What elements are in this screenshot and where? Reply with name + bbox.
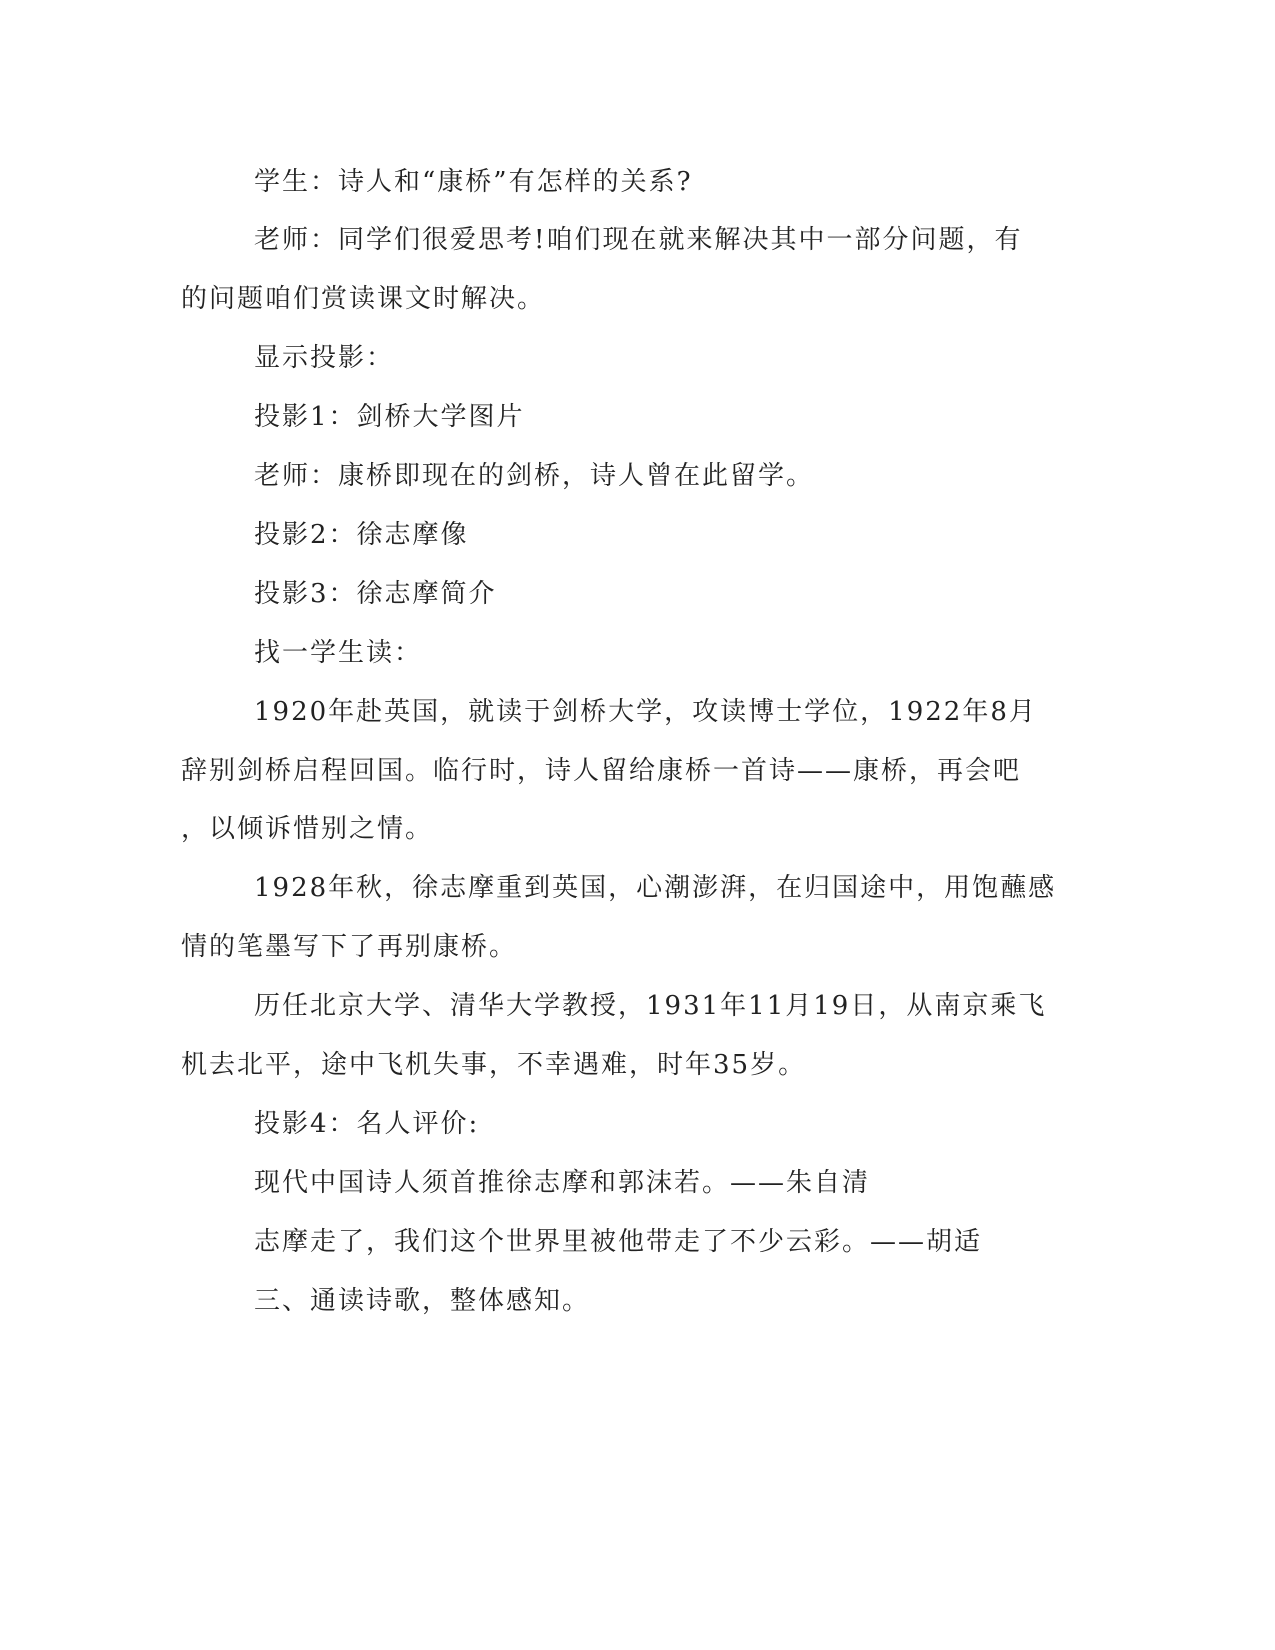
paragraph-student-read: 找一学生读： <box>254 638 423 668</box>
paragraph-career-line-2: 机去北平，途中飞机失事，不幸遇难，时年35岁。 <box>181 1050 807 1080</box>
paragraph-projection-4: 投影4：名人评价: <box>254 1109 480 1139</box>
paragraph-quote-hu-shi: 志摩走了，我们这个世界里被他带走了不少云彩。——胡适 <box>254 1227 983 1257</box>
paragraph-student-question: 学生：诗人和“康桥”有怎样的关系? <box>254 167 693 197</box>
paragraph-quote-zhu-ziqing: 现代中国诗人须首推徐志摩和郭沫若。——朱自清 <box>254 1168 871 1198</box>
paragraph-1920-line-2: 辞别剑桥启程回国。临行时，诗人留给康桥一首诗——康桥，再会吧 <box>181 756 1022 786</box>
paragraph-teacher-cambridge: 老师：康桥即现在的剑桥，诗人曾在此留学。 <box>254 461 815 491</box>
paragraph-1920-line-3: ，以倾诉惜别之情。 <box>181 814 434 844</box>
section-heading-3: 三、通读诗歌，整体感知。 <box>254 1286 591 1316</box>
paragraph-1920-line-1: 1920年赴英国，就读于剑桥大学，攻读博士学位，1922年8月 <box>254 697 1037 727</box>
paragraph-teacher-reply-line-1: 老师：同学们很爱思考!咱们现在就来解决其中一部分问题，有 <box>254 225 1023 255</box>
paragraph-teacher-reply-line-2: 的问题咱们赏读课文时解决。 <box>181 284 546 314</box>
paragraph-projection-1: 投影1：剑桥大学图片 <box>254 402 525 432</box>
paragraph-show-projection: 显示投影： <box>254 343 395 373</box>
paragraph-projection-2: 投影2：徐志摩像 <box>254 520 469 550</box>
paragraph-1928-line-1: 1928年秋，徐志摩重到英国，心潮澎湃，在归国途中，用饱蘸感 <box>254 873 1057 903</box>
paragraph-projection-3: 投影3：徐志摩简介 <box>254 579 497 609</box>
paragraph-1928-line-2: 情的笔墨写下了再别康桥。 <box>181 932 518 962</box>
paragraph-career-line-1: 历任北京大学、清华大学教授，1931年11月19日，从南京乘飞 <box>254 991 1047 1021</box>
